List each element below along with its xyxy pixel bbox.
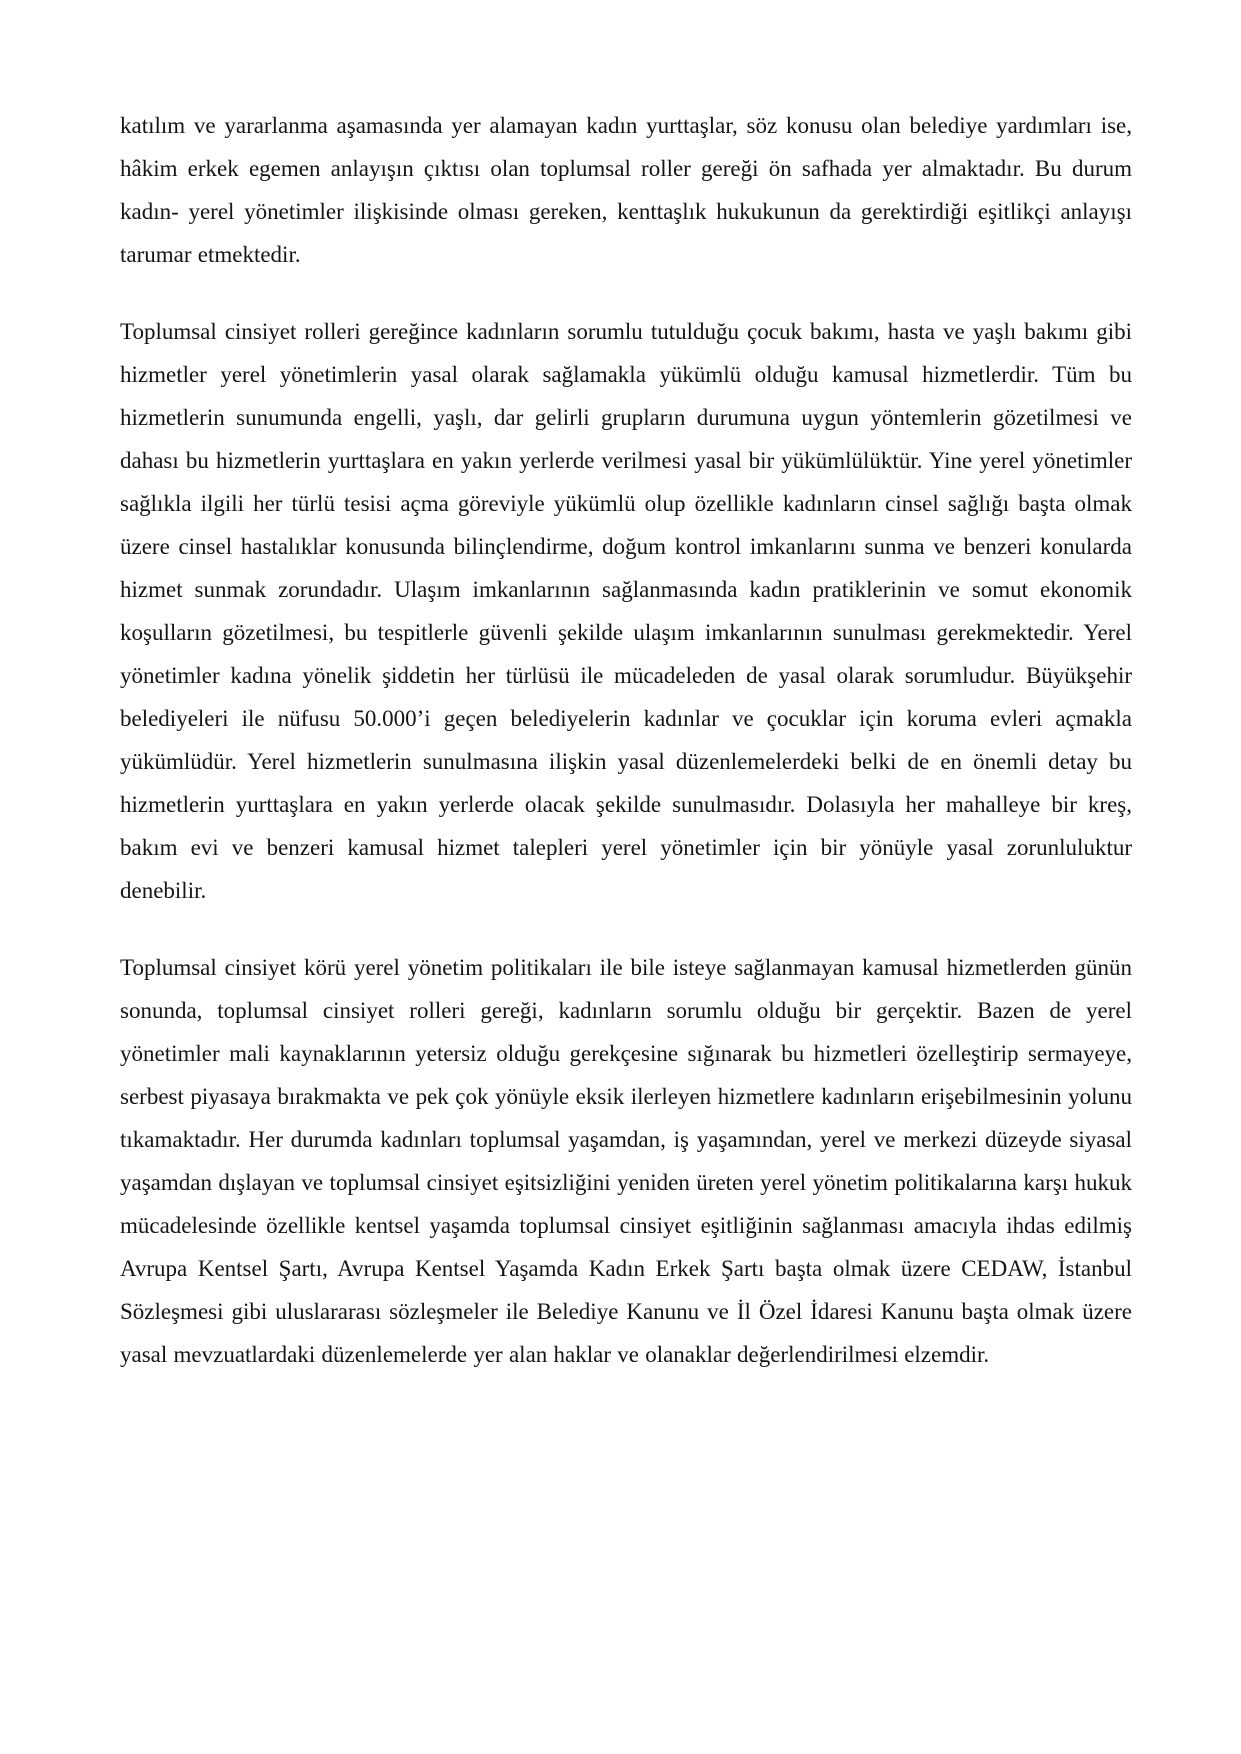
paragraph-3: Toplumsal cinsiyet körü yerel yönetim politikaları ile bile isteye sağlanmayan kamusal hizmetlerden günün sonunda, toplumsal cinsiyet rolleri gereği, kadınların sorumlu olduğu bir gerçektir. Bazen de yerel yönetimler mali kaynaklarının yetersiz olduğu gerekçesine sığınarak bu hizmetleri özelleştirip sermayeye, serbest piyasaya bırakmakta ve pek çok yönüyle eksik ilerleyen hizmetlere kadınların erişebilmesinin yolunu tıkamaktadır. Her durumda kadınları toplumsal yaşamdan, iş yaşamından, yerel ve merkezi düzeyde siyasal yaşamdan dışlayan ve toplumsal cinsiyet eşitsizliğini yeniden üreten yerel yönetim politikalarına karşı hukuk mücadelesinde özellikle kentsel yaşamda toplumsal cinsiyet eşitliğinin sağlanması amacıyla ihdas edilmiş Avrupa Kentsel Şartı, Avrupa Kentsel Yaşamda Kadın Erkek Şartı başta olmak üzere CEDAW, İstanbul Sözleşmesi gibi uluslararası sözleşmeler ile Belediye Kanunu ve İl Özel İdaresi Kanunu başta olmak üzere yasal mevzuatlardaki düzenlemelerde yer alan haklar ve olanaklar değerlendirilmesi elzemdir. bbox=[120, 955, 1132, 1367]
paragraph-2: Toplumsal cinsiyet rolleri gereğince kadınların sorumlu tutulduğu çocuk bakımı, hasta ve yaşlı bakımı gibi hizmetler yerel yönetimlerin yasal olarak sağlamakla yükümlü olduğu kamusal hizmetlerdir. Tüm bu hizmetlerin sunumunda engelli, yaşlı, dar gelirli grupların durumuna uygun yöntemlerin gözetilmesi ve dahası bu hizmetlerin yurttaşlara en yakın yerlerde verilmesi yasal bir yükümlülüktür. Yine yerel yönetimler sağlıkla ilgili her türlü tesisi açma göreviyle yükümlü olup özellikle kadınların cinsel sağlığı başta olmak üzere cinsel hastalıklar konusunda bilinçlendirme, doğum kontrol imkanlarını sunma ve benzeri konularda hizmet sunmak zorundadır. Ulaşım imkanlarının sağlanmasında kadın pratiklerinin ve somut ekonomik koşulların gözetilmesi, bu tespitlerle güvenli şekilde ulaşım imkanlarının sunulması gerekmektedir. Yerel yönetimler kadına yönelik şiddetin her türlüsü ile mücadeleden de yasal olarak sorumludur. Büyükşehir belediyeleri ile nüfusu 50.000’i geçen belediyelerin kadınlar ve çocuklar için koruma evleri açmakla yükümlüdür. Yerel hizmetlerin sunulmasına ilişkin yasal düzenlemelerdeki belki de en önemli detay bu hizmetlerin yurttaşlara en yakın yerlerde olacak şekilde sunulmasıdır. Dolasıyla her mahalleye bir kreş, bakım evi ve benzeri kamusal hizmet talepleri yerel yönetimler için bir yönüyle yasal zorunluluktur denebilir. bbox=[120, 319, 1132, 903]
paragraph-1: katılım ve yararlanma aşamasında yer alamayan kadın yurttaşlar, söz konusu olan belediye yardımları ise, hâkim erkek egemen anlayışın çıktısı olan toplumsal roller gereği ön safhada yer almaktadır. Bu durum kadın- yerel yönetimler ilişkisinde olması gereken, kenttaşlık hukukunun da gerektirdiği eşitlikçi anlayışı tarumar etmektedir. bbox=[120, 113, 1132, 267]
